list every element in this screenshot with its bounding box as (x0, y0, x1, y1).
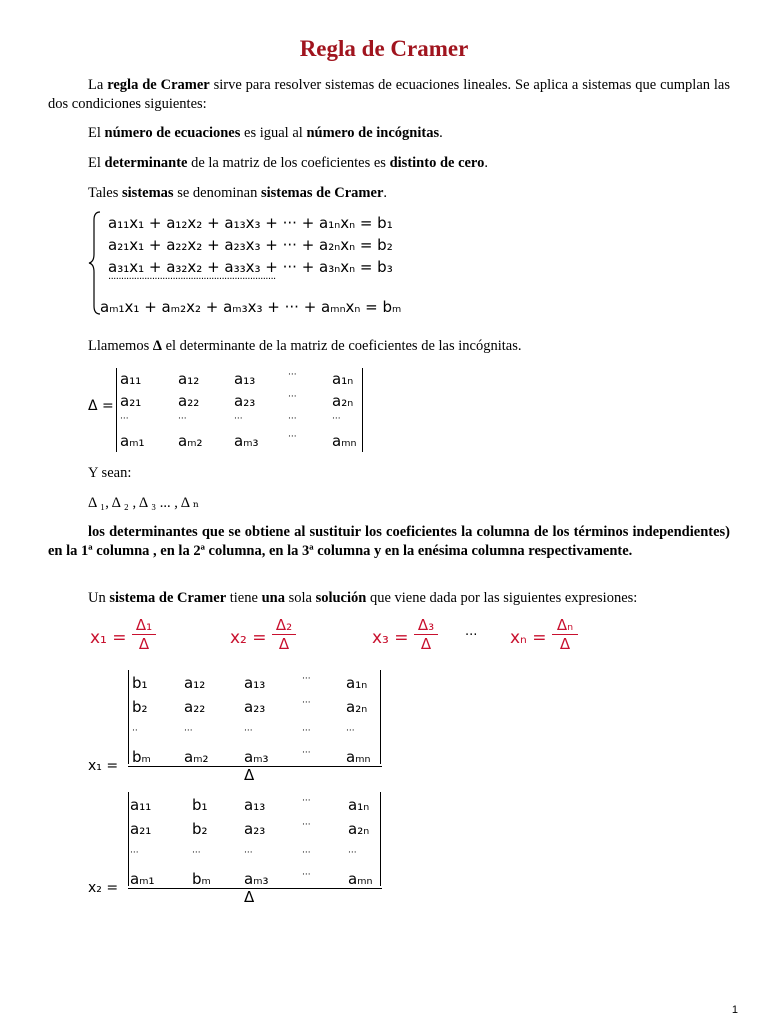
formula-xn-fraction (552, 616, 578, 653)
formula-x1-denominator: Δ (138, 635, 150, 653)
formula-x2-denominator: Δ (278, 635, 290, 653)
matrix-cell: aₘ₁ (130, 870, 155, 888)
formula-x2-fraction (272, 616, 296, 653)
y-sean-text: Y sean: (88, 465, 132, 481)
matrix-cell: a₂ₙ (332, 392, 354, 410)
cramer-formulas (88, 614, 608, 662)
matrix-cell: a₂₁ (130, 820, 152, 838)
matrix-cell: aₘₙ (332, 432, 357, 450)
x2-left-bar (128, 792, 129, 886)
matrix-cell: ··· (288, 392, 297, 402)
matrix-cell: a₁ₙ (346, 674, 368, 692)
matrix-cell: a₂₂ (184, 698, 206, 716)
formula-x3-numerator: Δ₃ (414, 616, 438, 635)
condition-3: Tales sistemas se denominan sistemas de Cramer. (88, 185, 388, 201)
matrix-cell: a₁₁ (120, 370, 142, 388)
x1-right-bar (380, 670, 381, 764)
matrix-cell: ··· (332, 414, 341, 424)
matrix-cell: a₂ₙ (348, 820, 370, 838)
matrix-cell: aₘ₃ (244, 870, 269, 888)
matrix-cell: aₘ₂ (178, 432, 203, 450)
deltas-list: Δ ₁, Δ ₂ , Δ ₃ ... , Δ ₙ (88, 495, 200, 511)
matrix-cell: aₘₙ (348, 870, 373, 888)
matrix-cell: bₘ (192, 870, 211, 888)
matrix-cell: b₁ (192, 796, 208, 814)
matrix-cell: aₘ₃ (234, 432, 259, 450)
matrix-cell: a₁ₙ (332, 370, 354, 388)
matrix-cell: b₂ (192, 820, 208, 838)
matrix-cell: a₂₁ (120, 392, 142, 410)
x2-right-bar (380, 792, 381, 886)
formula-x3-fraction (414, 616, 438, 653)
matrix-cell: a₂ₙ (346, 698, 368, 716)
equation-system (88, 208, 428, 320)
matrix-cell: ··· (302, 848, 311, 858)
matrix-cell: ··· (234, 414, 243, 424)
matrix-cell: ··· (302, 674, 311, 684)
matrix-cell: ·· (132, 726, 138, 736)
formula-xn-lhs: xₙ = (510, 628, 547, 648)
solution-paragraph: Un sistema de Cramer tiene una sola solución que viene dada por las siguientes expresiones: (88, 590, 638, 606)
matrix-cell: ··· (288, 414, 297, 424)
equation-row-1: a₁₁x₁ + a₁₂x₂ + a₁₃x₃ + ··· + a₁ₙxₙ = b₁ (108, 214, 393, 232)
matrix-cell: a₂₃ (244, 820, 266, 838)
condition-2: El determinante de la matriz de los coeficientes es distinto de cero. (88, 155, 488, 171)
equation-row-m: aₘ₁x₁ + aₘ₂x₂ + aₘ₃x₃ + ··· + aₘₙxₙ = bₘ (100, 298, 402, 316)
matrix-cell: ··· (348, 848, 357, 858)
formula-x3-lhs: x₃ = (372, 628, 409, 648)
matrix-cell: ··· (244, 848, 253, 858)
matrix-cell: ··· (302, 870, 311, 880)
matrix-cell: aₘₙ (346, 748, 371, 766)
formula-xn-numerator: Δₙ (552, 616, 578, 635)
matrix-cell: ··· (288, 370, 297, 380)
formula-x2-numerator: Δ₂ (272, 616, 296, 635)
matrix-cell: a₁₃ (234, 370, 256, 388)
x1-determinant-formula (88, 666, 388, 786)
matrix-cell: a₂₃ (234, 392, 256, 410)
formula-x2-lhs: x₂ = (230, 628, 267, 648)
x2-fraction-line (128, 888, 382, 889)
bold-explanation-paragraph: los determinantes que se obtiene al sustituir los coeficientes la columna de los términos independientes) en la 1ª columna , en la 2ª columna, en la 3ª columna y en la enésima columna respectivamente. (48, 524, 730, 559)
matrix-cell: ··· (302, 820, 311, 830)
matrix-cell: a₁₂ (178, 370, 200, 388)
formula-x1-numerator: Δ₁ (132, 616, 156, 635)
formula-x3-denominator: Δ (420, 635, 432, 653)
x1-denominator: Δ (244, 766, 255, 784)
determinant-left-bar (116, 368, 117, 452)
x1-fraction-line (128, 766, 382, 767)
matrix-cell: b₁ (132, 674, 148, 692)
x2-determinant-formula (88, 786, 388, 908)
x1-lhs: x₁ = (88, 758, 119, 774)
formula-xn-denominator: Δ (559, 635, 571, 653)
matrix-cell: a₁ₙ (348, 796, 370, 814)
matrix-cell: ··· (244, 726, 253, 736)
matrix-cell: ··· (130, 848, 139, 858)
formula-ellipsis: ··· (465, 628, 478, 643)
x2-denominator: Δ (244, 888, 255, 906)
matrix-cell: ··· (302, 748, 311, 758)
x1-left-bar (128, 670, 129, 764)
matrix-cell: aₘ₁ (120, 432, 145, 450)
determinant-right-bar (362, 368, 363, 452)
matrix-cell: ··· (346, 726, 355, 736)
matrix-cell: bₘ (132, 748, 151, 766)
matrix-cell: a₁₂ (184, 674, 206, 692)
delta-label: Δ = (88, 398, 114, 414)
matrix-cell: a₂₂ (178, 392, 200, 410)
matrix-cell: ··· (120, 414, 129, 424)
matrix-cell: b₂ (132, 698, 148, 716)
matrix-cell: ··· (288, 432, 297, 442)
matrix-cell: ··· (302, 796, 311, 806)
matrix-cell: ··· (302, 698, 311, 708)
delta-determinant (86, 364, 376, 454)
page-title: Regla de Cramer (299, 36, 469, 61)
intro-paragraph: La regla de Cramer sirve para resolver sistemas de ecuaciones lineales. Se aplica a sistemas que cumplan las dos condiciones siguientes: (48, 77, 731, 112)
matrix-cell: a₁₃ (244, 796, 266, 814)
matrix-cell: aₘ₃ (244, 748, 269, 766)
x2-lhs: x₂ = (88, 880, 119, 896)
matrix-cell: aₘ₂ (184, 748, 209, 766)
matrix-cell: a₁₃ (244, 674, 266, 692)
matrix-cell: ··· (178, 414, 187, 424)
formula-x1-lhs: x₁ = (90, 628, 127, 648)
matrix-cell: a₂₃ (244, 698, 266, 716)
matrix-cell: a₁₁ (130, 796, 152, 814)
equation-row-2: a₂₁x₁ + a₂₂x₂ + a₂₃x₃ + ··· + a₂ₙxₙ = b₂ (108, 236, 393, 254)
condition-1: El número de ecuaciones es igual al número de incógnitas. (88, 125, 443, 141)
equation-row-3: a₃₁x₁ + a₃₂x₂ + a₃₃x₃ + ··· + a₃ₙxₙ = b₃ (108, 258, 393, 276)
matrix-cell: ··· (302, 726, 311, 736)
equation-dots-row: ································································· (108, 274, 276, 285)
formula-x1-fraction (132, 616, 156, 653)
matrix-cell: ··· (192, 848, 201, 858)
llamemos-paragraph: Llamemos Δ el determinante de la matriz de coeficientes de las incógnitas. (88, 338, 522, 354)
matrix-cell: ··· (184, 726, 193, 736)
page-number: 1 (731, 1004, 738, 1016)
